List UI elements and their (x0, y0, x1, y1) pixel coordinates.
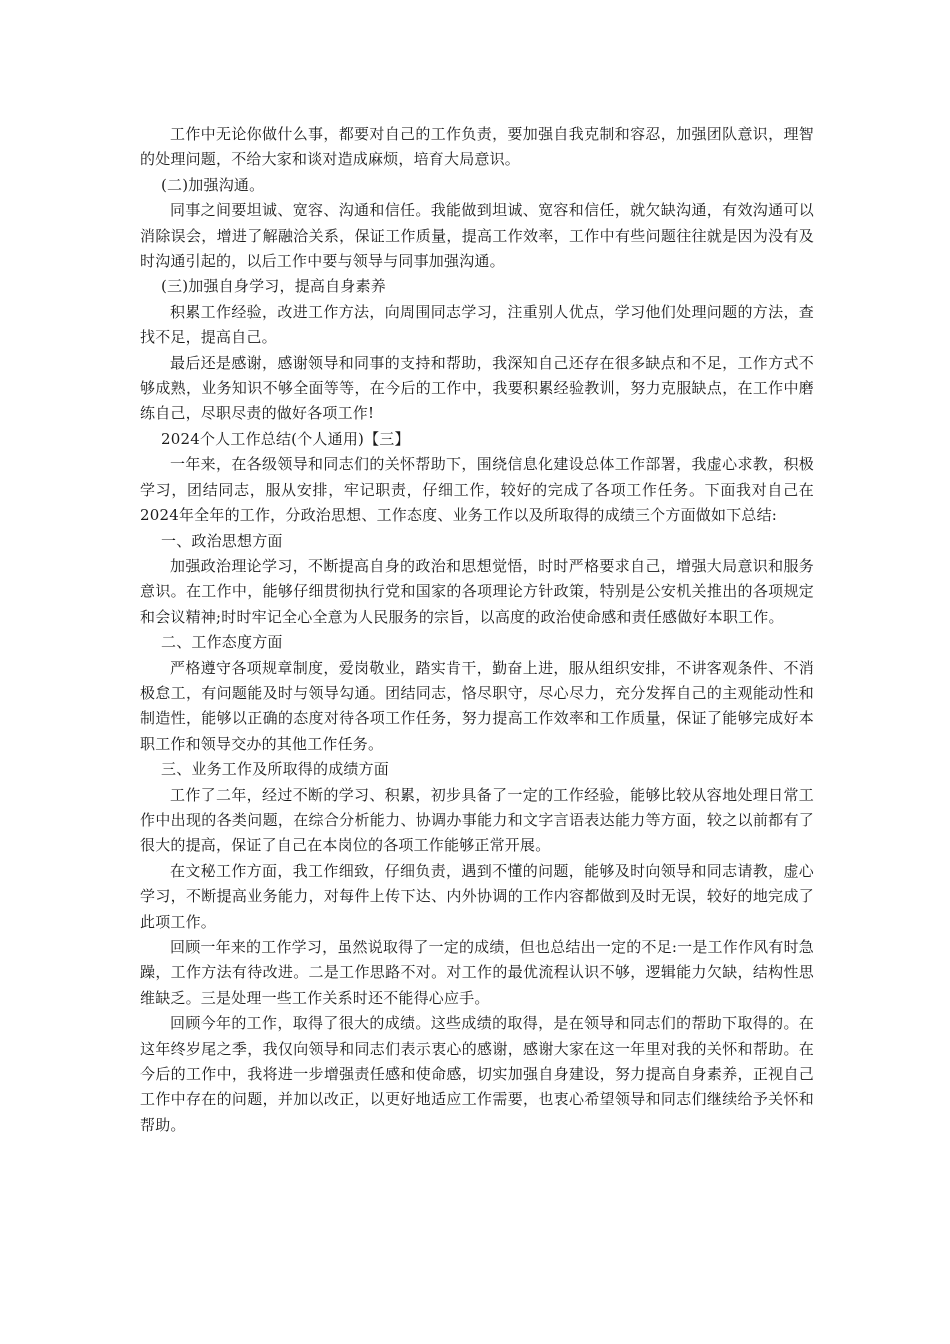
heading-political: 一、政治思想方面 (161, 531, 283, 550)
heading-attitude: 二、工作态度方面 (161, 633, 283, 652)
paragraph-shortcomings: 回顾一年来的工作学习，虽然说取得了一定的成绩，但也总结出一定的不足:一是工作作风有时急躁，工作方法有待改进。二是工作思路不对。对工作的最优流程认识不够，逻辑能力欠缺，结构性思维缺乏。三是处理一些工作关系时还不能得心应手。 (140, 938, 814, 1007)
paragraph-conclusion: 回顾今年的工作，取得了很大的成绩。这些成绩的取得，是在领导和同志们的帮助下取得的。在这年终岁尾之季，我仅向领导和同志们表示衷心的感谢，感谢大家在这一年里对我的关怀和帮助。在今后的工作中，我将进一步增强责任感和使命感，切实加强自身建设，努力提高自身素养，正视自己工作中存在的问题，并加以改正，以更好地适应工作需要，也衷心希望领导和同志们继续给予关怀和帮助。 (140, 1014, 814, 1134)
section-title-three: 2024个人工作总结(个人通用)【三】 (161, 429, 410, 448)
paragraph-business: 工作了二年，经过不断的学习、积累，初步具备了一定的工作经验，能够比较从容地处理日常工作中出现的各类问题，在综合分析能力、协调办事能力和文字言语表达能力等方面，较之以前都有了很大的提高，保证了自己在本岗位的各项工作能够正常开展。 (140, 785, 814, 855)
heading-communication: (二)加强沟通。 (161, 175, 265, 194)
paragraph-political: 加强政治理论学习，不断提高自身的政治和思想觉悟，时时严格要求自己，增强大局意识和服务意识。在工作中，能够仔细贯彻执行党和国家的各项理论方针政策，特别是公安机关推出的各项规定和会议精神;时时牢记全心全意为人民服务的宗旨，以高度的政治使命感和责任感做好本职工作。 (140, 556, 814, 626)
paragraph-secretarial: 在文秘工作方面，我工作细致，仔细负责，遇到不懂的问题，能够及时向领导和同志请教，虚心学习，不断提高业务能力，对每件上传下达、内外协调的工作内容都做到及时无误，较好的地完成了此项工作。 (140, 861, 814, 931)
heading-self-study: (三)加强自身学习，提高自身素养 (161, 277, 386, 296)
document-page (140, 122, 814, 1138)
paragraph-self-study: 积累工作经验，改进工作方法，向周围同志学习，注重别人优点，学习他们处理问题的方法，查找不足，提高自己。 (140, 302, 814, 347)
paragraph-attitude: 严格遵守各项规章制度，爱岗敬业，踏实肯干，勤奋上进，服从组织安排，不讲客观条件、不消极怠工，有问题能及时与领导勾通。团结同志，恪尽职守，尽心尽力，充分发挥自己的主观能动性和制造性，能够以正确的态度对待各项工作任务，努力提高工作效率和工作质量，保证了能够完成好本职工作和领导交办的其他工作任务。 (140, 658, 814, 753)
paragraph-teamwork: 工作中无论你做什么事，都要对自己的工作负责，要加强自我克制和容忍，加强团队意识，理智的处理问题，不给大家和谈对造成麻烦，培育大局意识。 (140, 125, 814, 169)
paragraph-intro: 一年来，在各级领导和同志们的关怀帮助下，围绕信息化建设总体工作部署，我虚心求教，积极学习，团结同志，服从安排，牢记职责，仔细工作，较好的完成了各项工作任务。下面我对自己在2024年全年的工作，分政治思想、工作态度、业务工作以及所取得的成绩三个方面做如下总结: (140, 455, 814, 525)
paragraph-thanks: 最后还是感谢，感谢领导和同事的支持和帮助，我深知自己还存在很多缺点和不足，工作方式不够成熟，业务知识不够全面等等，在今后的工作中，我要积累经验教训，努力克服缺点，在工作中磨练自己，尽职尽责的做好各项工作! (140, 353, 814, 423)
paragraph-communication: 同事之间要坦诚、宽容、沟通和信任。我能做到坦诚、宽容和信任，就欠缺沟通，有效沟通可以消除误会，增进了解融洽关系，保证工作质量，提高工作效率，工作中有些问题往往就是因为没有及时沟通引起的，以后工作中要与领导与同事加强沟通。 (140, 201, 814, 271)
heading-business: 三、业务工作及所取得的成绩方面 (161, 760, 390, 779)
